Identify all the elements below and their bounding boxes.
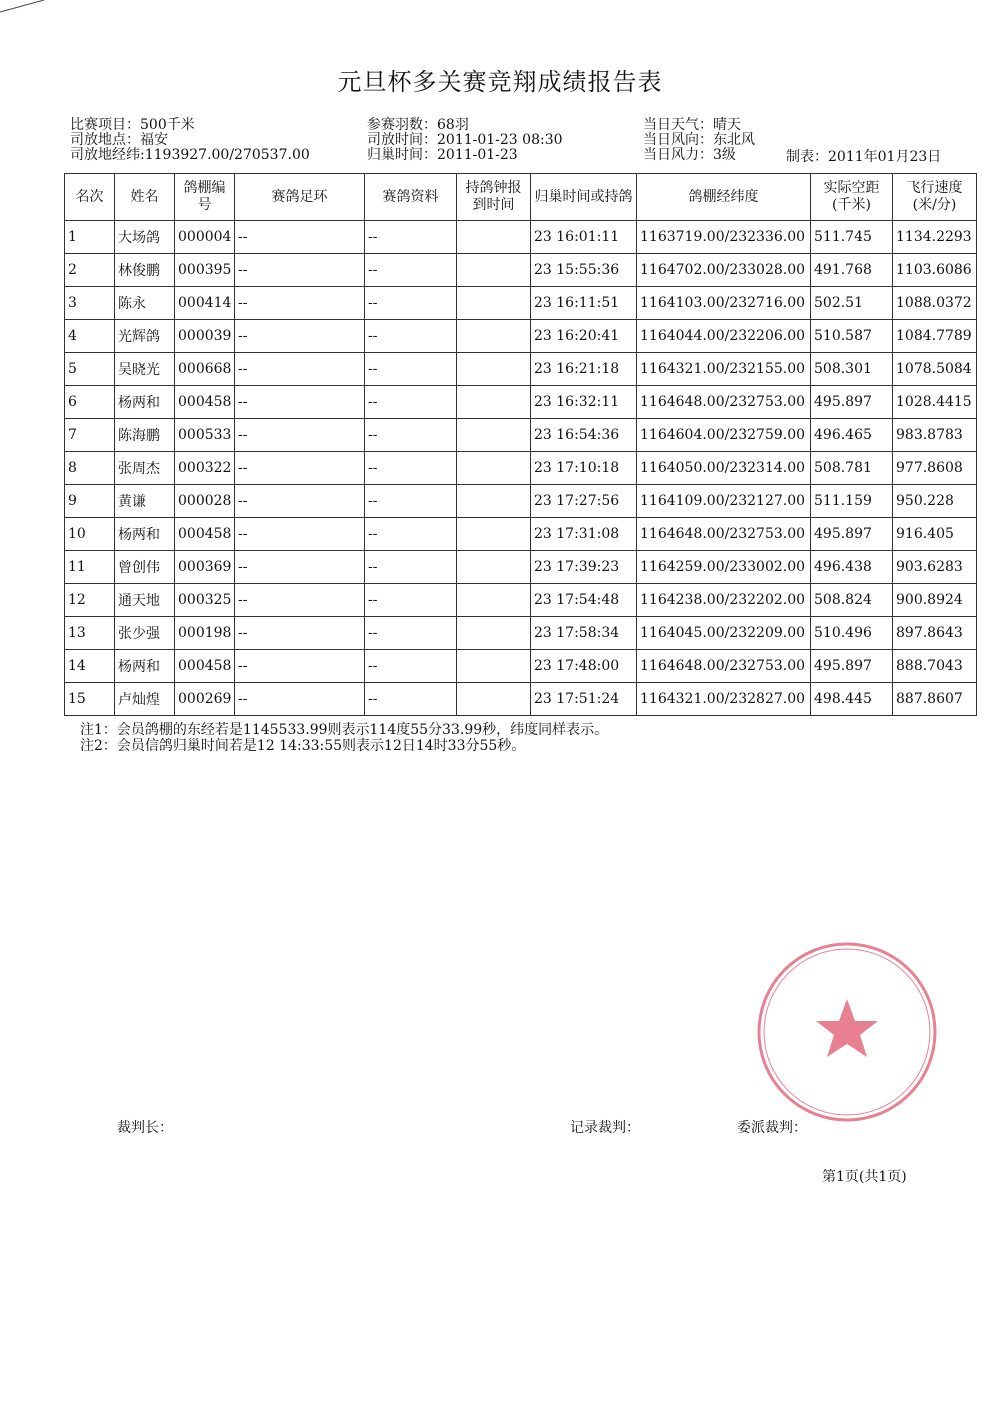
cell-distance: 508.301	[811, 353, 893, 386]
cell-name: 林俊鹏	[115, 254, 175, 287]
cell-distance: 511.745	[811, 221, 893, 254]
cell-clock-time	[457, 518, 531, 551]
cell-loft-coords: 1164648.00/232753.00	[637, 386, 811, 419]
cell-ring: --	[235, 485, 365, 518]
cell-arrival-time: 23 17:58:34	[531, 617, 637, 650]
cell-loft-coords: 1164321.00/232155.00	[637, 353, 811, 386]
header-distance: 实际空距(千米)	[811, 174, 893, 221]
table-row	[65, 518, 977, 551]
cell-loft-coords: 1164103.00/232716.00	[637, 287, 811, 320]
cell-pigeon-info: --	[365, 419, 457, 452]
cell-loft-id: 000322	[175, 452, 235, 485]
info-weather: 当日天气：晴天	[643, 117, 741, 133]
cell-rank: 11	[65, 551, 115, 584]
cell-ring: --	[235, 353, 365, 386]
table-row	[65, 221, 977, 254]
cell-arrival-time: 23 17:48:00	[531, 650, 637, 683]
header-rank: 名次	[65, 174, 115, 221]
cell-pigeon-info: --	[365, 320, 457, 353]
cell-loft-id: 000414	[175, 287, 235, 320]
cell-ring: --	[235, 683, 365, 716]
table-row	[65, 452, 977, 485]
cell-clock-time	[457, 617, 531, 650]
cell-name: 黄谦	[115, 485, 175, 518]
cell-rank: 3	[65, 287, 115, 320]
table-row	[65, 650, 977, 683]
cell-ring: --	[235, 452, 365, 485]
cell-arrival-time: 23 16:21:18	[531, 353, 637, 386]
cell-speed: 1028.4415	[893, 386, 977, 419]
delegate-referee-label: 委派裁判：	[737, 1120, 807, 1136]
cell-name: 通天地	[115, 584, 175, 617]
cell-loft-coords: 1164604.00/232759.00	[637, 419, 811, 452]
cell-ring: --	[235, 254, 365, 287]
cell-ring: --	[235, 419, 365, 452]
cell-loft-coords: 1164648.00/232753.00	[637, 518, 811, 551]
cell-loft-id: 000458	[175, 650, 235, 683]
table-row	[65, 683, 977, 716]
cell-clock-time	[457, 221, 531, 254]
cell-distance: 495.897	[811, 650, 893, 683]
cell-name: 光辉鸽	[115, 320, 175, 353]
cell-pigeon-info: --	[365, 386, 457, 419]
info-made-date: 制表：2011年01月23日	[786, 149, 942, 165]
cell-distance: 496.465	[811, 419, 893, 452]
cell-ring: --	[235, 551, 365, 584]
info-left	[70, 118, 310, 163]
cell-loft-id: 000395	[175, 254, 235, 287]
cell-clock-time	[457, 287, 531, 320]
cell-ring: --	[235, 584, 365, 617]
cell-loft-coords: 1164259.00/233002.00	[637, 551, 811, 584]
cell-arrival-time: 23 16:54:36	[531, 419, 637, 452]
cell-ring: --	[235, 386, 365, 419]
cell-name: 张周杰	[115, 452, 175, 485]
header-ring: 赛鸽足环	[235, 174, 365, 221]
table-row	[65, 419, 977, 452]
cell-arrival-time: 23 17:39:23	[531, 551, 637, 584]
cell-ring: --	[235, 650, 365, 683]
cell-speed: 897.8643	[893, 617, 977, 650]
cell-rank: 7	[65, 419, 115, 452]
cell-distance: 502.51	[811, 287, 893, 320]
cell-speed: 888.7043	[893, 650, 977, 683]
cell-arrival-time: 23 17:54:48	[531, 584, 637, 617]
cell-distance: 510.587	[811, 320, 893, 353]
cell-loft-id: 000668	[175, 353, 235, 386]
cell-speed: 903.6283	[893, 551, 977, 584]
cell-name: 大场鸽	[115, 221, 175, 254]
cell-clock-time	[457, 320, 531, 353]
cell-pigeon-info: --	[365, 518, 457, 551]
cell-loft-id: 000004	[175, 221, 235, 254]
info-release-site: 司放地点：福安	[70, 132, 168, 148]
cell-loft-coords: 1164045.00/232209.00	[637, 617, 811, 650]
cell-loft-id: 000533	[175, 419, 235, 452]
table-header-row	[65, 174, 977, 221]
cell-speed: 1078.5084	[893, 353, 977, 386]
cell-arrival-time: 23 15:55:36	[531, 254, 637, 287]
cell-pigeon-info: --	[365, 485, 457, 518]
cell-loft-id: 000039	[175, 320, 235, 353]
note-2: 注2：会员信鸽归巢时间若是12 14:33:55则表示12日14时33分55秒。	[80, 738, 526, 754]
cell-rank: 10	[65, 518, 115, 551]
cell-speed: 1134.2293	[893, 221, 977, 254]
cell-speed: 1084.7789	[893, 320, 977, 353]
cell-clock-time	[457, 485, 531, 518]
cell-speed: 977.8608	[893, 452, 977, 485]
cell-distance: 508.824	[811, 584, 893, 617]
cell-speed: 916.405	[893, 518, 977, 551]
cell-rank: 2	[65, 254, 115, 287]
header-name: 姓名	[115, 174, 175, 221]
cell-name: 陈海鹏	[115, 419, 175, 452]
header-speed: 飞行速度(米/分)	[893, 174, 977, 221]
cell-rank: 8	[65, 452, 115, 485]
cell-distance: 498.445	[811, 683, 893, 716]
cell-distance: 491.768	[811, 254, 893, 287]
cell-speed: 887.8607	[893, 683, 977, 716]
cell-pigeon-info: --	[365, 617, 457, 650]
table-row	[65, 485, 977, 518]
cell-loft-coords: 1164109.00/232127.00	[637, 485, 811, 518]
cell-name: 陈永	[115, 287, 175, 320]
info-release-time: 司放时间：2011-01-23 08:30	[367, 132, 563, 148]
header-loft-id: 鸽棚编号	[175, 174, 235, 221]
cell-arrival-time: 23 16:20:41	[531, 320, 637, 353]
cell-speed: 950.228	[893, 485, 977, 518]
cell-ring: --	[235, 287, 365, 320]
cell-pigeon-info: --	[365, 551, 457, 584]
cell-distance: 508.781	[811, 452, 893, 485]
cell-loft-coords: 1164321.00/232827.00	[637, 683, 811, 716]
cell-speed: 1103.6086	[893, 254, 977, 287]
cell-name: 杨两和	[115, 518, 175, 551]
cell-clock-time	[457, 650, 531, 683]
cell-loft-coords: 1163719.00/232336.00	[637, 221, 811, 254]
cell-rank: 6	[65, 386, 115, 419]
cell-name: 张少强	[115, 617, 175, 650]
cell-name: 吴晓光	[115, 353, 175, 386]
cell-loft-id: 000458	[175, 386, 235, 419]
cell-arrival-time: 23 17:27:56	[531, 485, 637, 518]
cell-ring: --	[235, 617, 365, 650]
cell-pigeon-info: --	[365, 287, 457, 320]
cell-speed: 983.8783	[893, 419, 977, 452]
cell-ring: --	[235, 518, 365, 551]
table-row	[65, 353, 977, 386]
cell-rank: 5	[65, 353, 115, 386]
info-release-coords: 司放地经纬:1193927.00/270537.00	[70, 147, 310, 163]
header-pigeon-info: 赛鸽资料	[365, 174, 457, 221]
cell-arrival-time: 23 17:31:08	[531, 518, 637, 551]
cell-clock-time	[457, 419, 531, 452]
record-referee-label: 记录裁判：	[570, 1120, 640, 1136]
cell-clock-time	[457, 683, 531, 716]
cell-speed: 1088.0372	[893, 287, 977, 320]
info-wind-force: 当日风力：3级	[643, 147, 736, 163]
cell-arrival-time: 23 17:10:18	[531, 452, 637, 485]
table-row	[65, 386, 977, 419]
info-right	[643, 118, 755, 163]
cell-ring: --	[235, 320, 365, 353]
cell-distance: 510.496	[811, 617, 893, 650]
cell-rank: 15	[65, 683, 115, 716]
cell-arrival-time: 23 16:11:51	[531, 287, 637, 320]
table-row	[65, 584, 977, 617]
cell-ring: --	[235, 221, 365, 254]
cell-name: 卢灿煌	[115, 683, 175, 716]
info-event: 比赛项目：500千米	[70, 117, 195, 133]
cell-loft-coords: 1164648.00/232753.00	[637, 650, 811, 683]
cell-loft-coords: 1164050.00/232314.00	[637, 452, 811, 485]
cell-clock-time	[457, 254, 531, 287]
cell-clock-time	[457, 353, 531, 386]
results-table	[64, 173, 977, 716]
cell-pigeon-info: --	[365, 221, 457, 254]
cell-clock-time	[457, 584, 531, 617]
cell-rank: 4	[65, 320, 115, 353]
cell-loft-id: 000458	[175, 518, 235, 551]
cell-distance: 495.897	[811, 518, 893, 551]
cell-loft-coords: 1164044.00/232206.00	[637, 320, 811, 353]
cell-distance: 511.159	[811, 485, 893, 518]
cell-loft-coords: 1164702.00/233028.00	[637, 254, 811, 287]
cell-rank: 9	[65, 485, 115, 518]
scan-corner-mark	[0, 0, 50, 20]
note-1: 注1：会员鸽棚的东经若是1145533.99则表示114度55分33.99秒，纬度同样表示。	[80, 722, 609, 738]
cell-pigeon-info: --	[365, 254, 457, 287]
cell-clock-time	[457, 551, 531, 584]
cell-loft-id: 000325	[175, 584, 235, 617]
cell-name: 杨两和	[115, 650, 175, 683]
cell-loft-id: 000028	[175, 485, 235, 518]
cell-arrival-time: 23 16:32:11	[531, 386, 637, 419]
cell-pigeon-info: --	[365, 650, 457, 683]
page-number: 第1页(共1页)	[822, 1169, 907, 1185]
header-arrival-time: 归巢时间或持鸽	[531, 174, 637, 221]
cell-name: 曾创伟	[115, 551, 175, 584]
official-seal-stamp	[752, 937, 942, 1127]
table-row	[65, 551, 977, 584]
cell-name: 杨两和	[115, 386, 175, 419]
header-clock-time: 持鸽钟报到时间	[457, 174, 531, 221]
table-row	[65, 617, 977, 650]
cell-arrival-time: 23 16:01:11	[531, 221, 637, 254]
cell-pigeon-info: --	[365, 452, 457, 485]
cell-loft-coords: 1164238.00/232202.00	[637, 584, 811, 617]
info-return-time: 归巢时间：2011-01-23	[367, 147, 518, 163]
header-loft-coords: 鸽棚经纬度	[637, 174, 811, 221]
cell-pigeon-info: --	[365, 584, 457, 617]
cell-rank: 14	[65, 650, 115, 683]
cell-rank: 13	[65, 617, 115, 650]
cell-rank: 1	[65, 221, 115, 254]
cell-distance: 496.438	[811, 551, 893, 584]
chief-referee-label: 裁判长：	[117, 1120, 173, 1136]
cell-pigeon-info: --	[365, 683, 457, 716]
table-row	[65, 254, 977, 287]
info-wind-direction: 当日风向：东北风	[643, 132, 755, 148]
cell-loft-id: 000269	[175, 683, 235, 716]
cell-loft-id: 000198	[175, 617, 235, 650]
cell-distance: 495.897	[811, 386, 893, 419]
notes	[80, 722, 608, 754]
page-title: 元旦杯多关赛竞翔成绩报告表	[337, 68, 663, 96]
cell-rank: 12	[65, 584, 115, 617]
info-middle	[367, 118, 563, 163]
table-row	[65, 287, 977, 320]
info-entries: 参赛羽数：68羽	[367, 117, 469, 133]
table-row	[65, 320, 977, 353]
cell-clock-time	[457, 386, 531, 419]
cell-pigeon-info: --	[365, 353, 457, 386]
cell-clock-time	[457, 452, 531, 485]
cell-arrival-time: 23 17:51:24	[531, 683, 637, 716]
cell-loft-id: 000369	[175, 551, 235, 584]
cell-speed: 900.8924	[893, 584, 977, 617]
